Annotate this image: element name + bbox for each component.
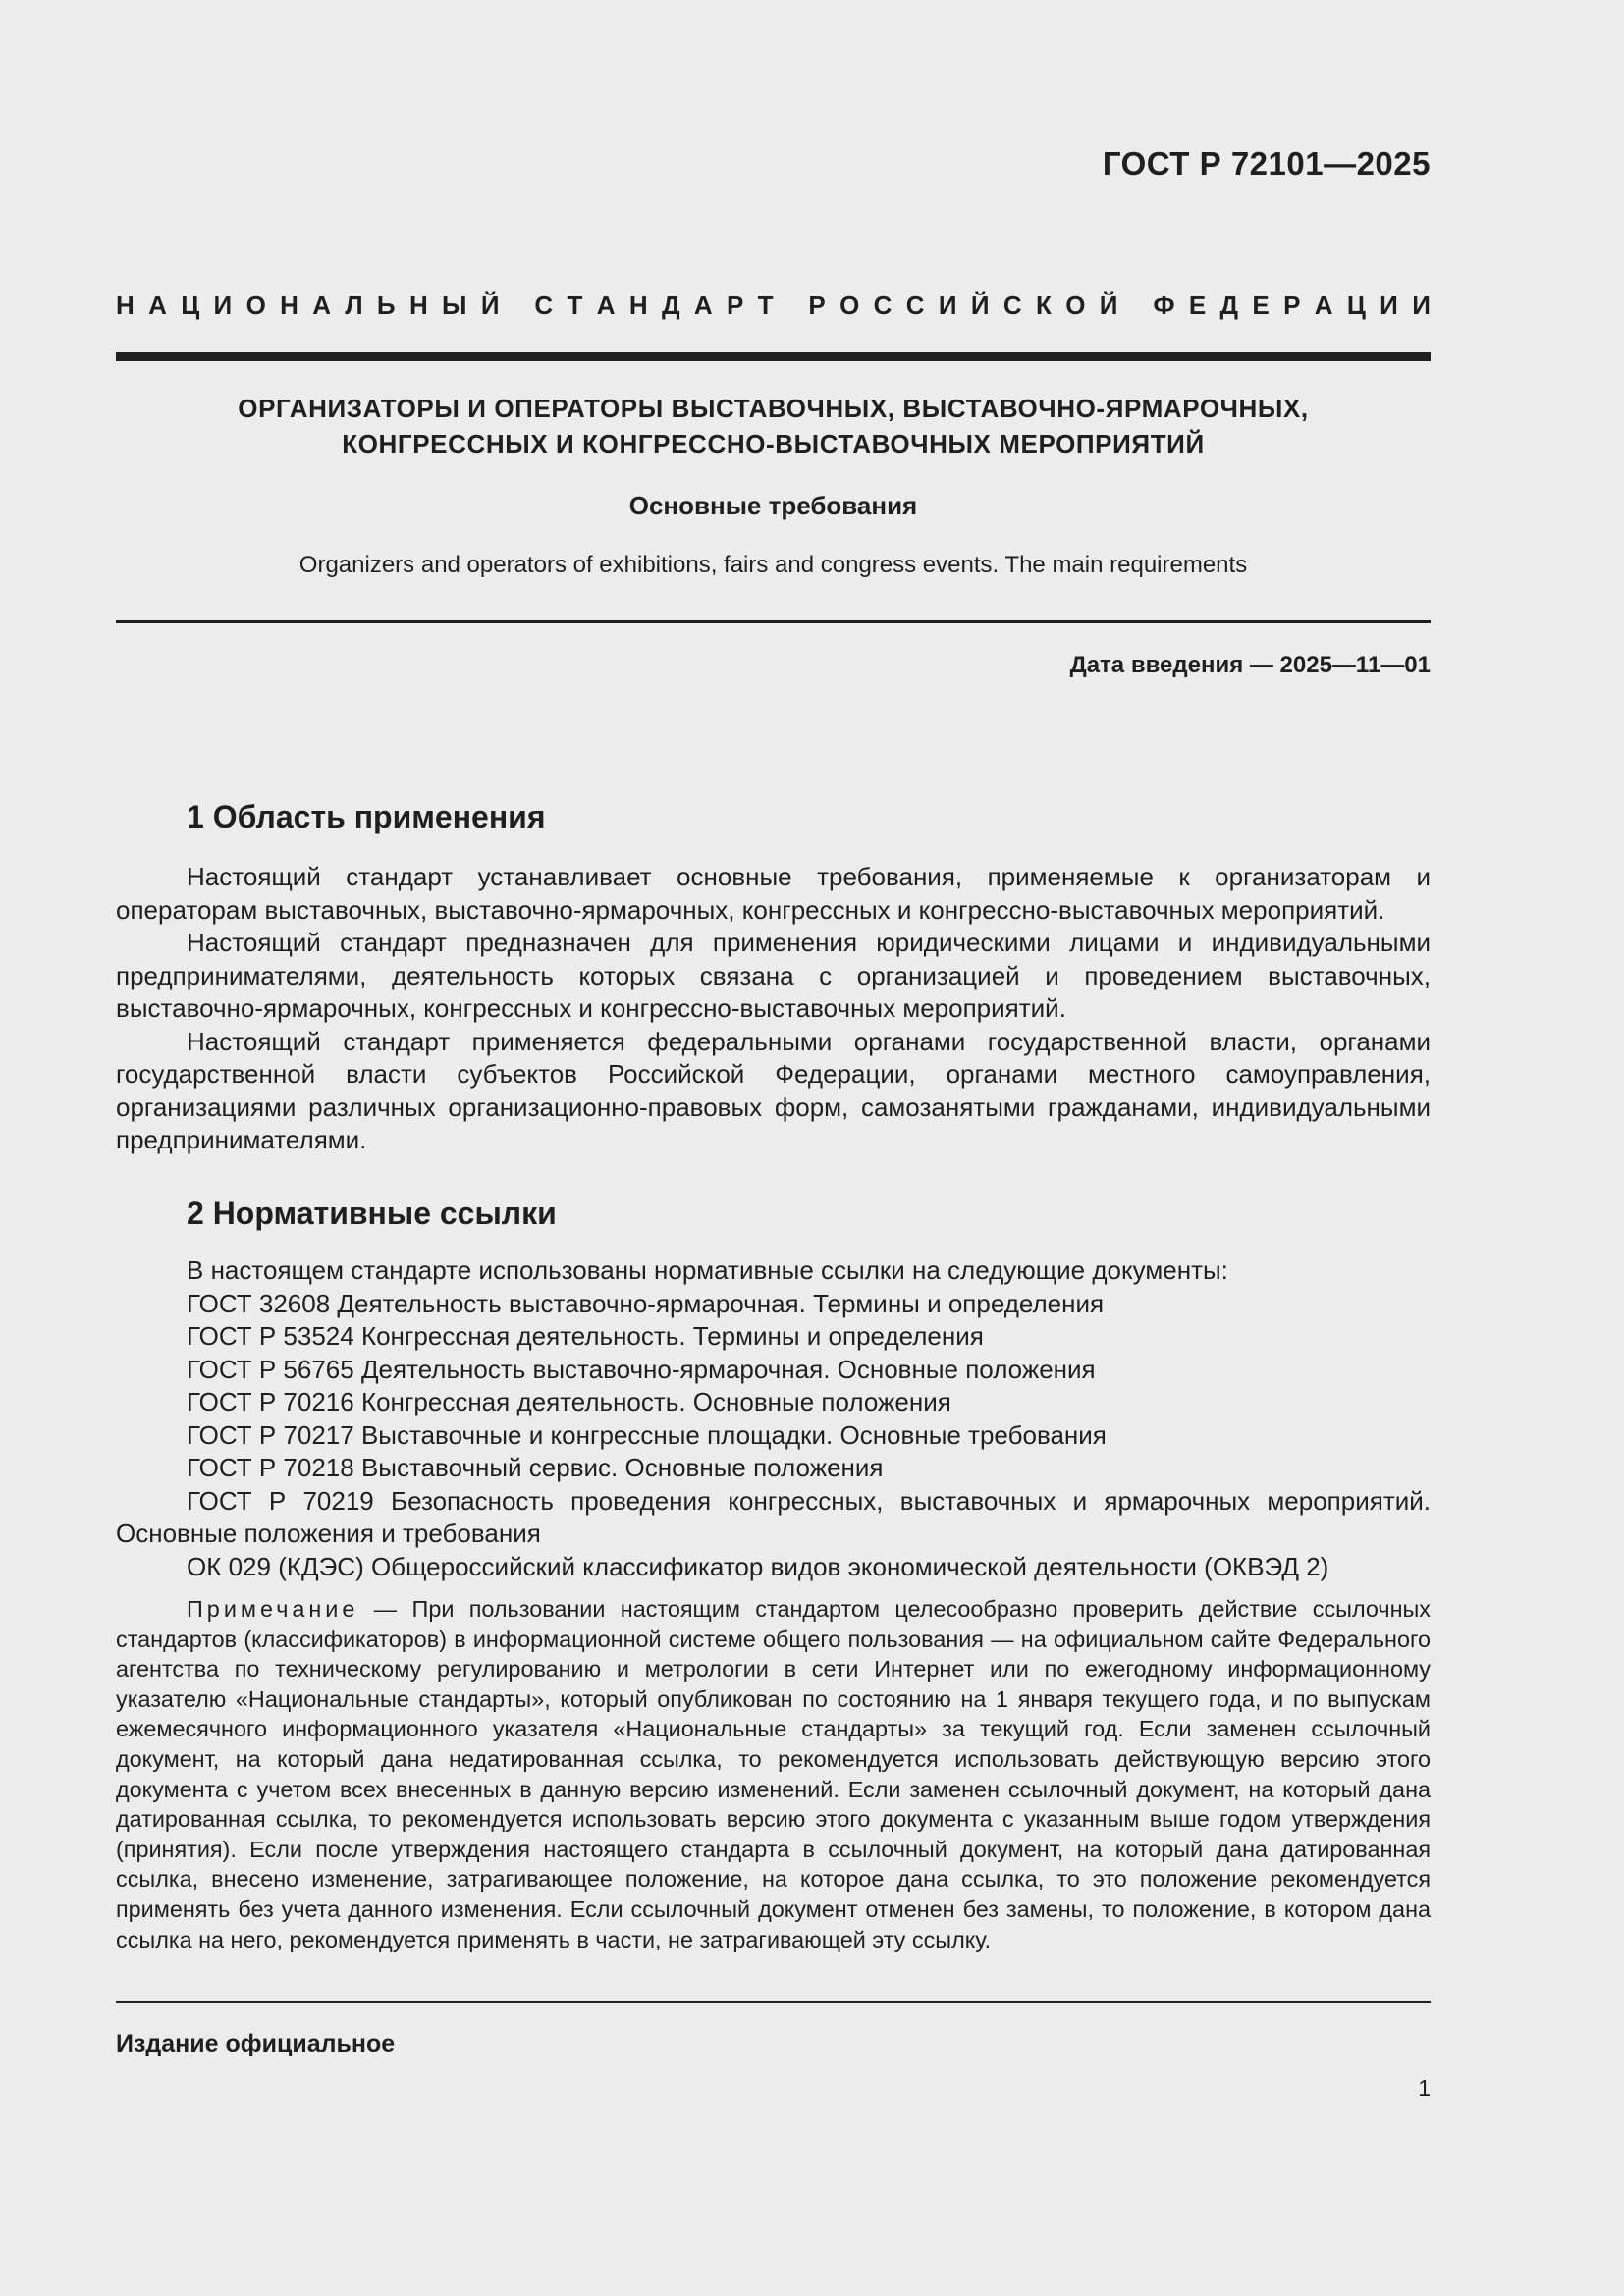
document-subtitle: Основные требования — [628, 491, 918, 520]
title-letter: Ф — [1153, 291, 1175, 320]
note — [116, 1594, 1431, 1954]
title-letter: Ц — [181, 291, 200, 320]
title-letter: Е — [1252, 291, 1270, 320]
title-letter: Т — [757, 291, 774, 320]
title-letter: А — [596, 291, 616, 320]
title-space — [787, 291, 794, 321]
title-letter: О — [1065, 291, 1086, 320]
english-title: Organizers and operators of exhibitions, fairs and congress events. The main requirements — [298, 552, 1248, 578]
reference-item: ГОСТ Р 70217 Выставочные и конгрессные площадки. Основные требования — [187, 1419, 1107, 1450]
reference-item: ГОСТ Р 53524 Конгрессная деятельность. Термины и определения — [187, 1321, 984, 1351]
paragraph: Настоящий стандарт предназначен для применения юридическими лицами и индивидуальными предпринимателями, деятельность которых связана с организацией и проведением выставочных, выставочно-ярмарочных, конгрессных и конгрессно-выставочных мероприятий. — [116, 928, 1431, 1023]
reference-item: ГОСТ Р 70219 Безопасность проведения конгрессных, выставочных и ярмарочных мероприятий. Основные положения и требования — [116, 1485, 1431, 1548]
note-text: — При пользовании настоящим стандартом целесообразно проверить действие ссылочных стандартов (классификаторов) в информационной системе общего пользования — на официальном сайте Федерального агентства по техническому регулированию и метрологии в сети Интернет или по ежегодному информационному указателю «Национальные стандарты», который опубликован по состоянию на 1 января текущего года, и по выпускам ежемесячного информационного указателя «Национальные стандарты» за текущий год. Если заменен ссылочный документ, на который дана недатированная ссылка, то рекомендуется использовать действующую версию этого документа с учетом всех внесенных в данную версию изменений. Если заменен ссылочный документ, на который дана датированная ссылка, то рекомендуется использовать версию этого документа с указанным выше годом утверждения (принятия). Если после утверждения настоящего стандарта в ссылочный документ, на который дана датированная ссылка, внесено изменение, затрагивающее положение, на которое дана ссылка, то это положение рекомендуется применять без учета данного изменения. Если ссылочный документ отменен без замены, то положение, в котором дана ссылка на него, рекомендуется применять в части, не затрагивающей эту ссылку. — [116, 1596, 1431, 1952]
section-1-body — [116, 861, 1431, 1157]
title-letter: Р — [808, 291, 826, 320]
title-letter: Н — [280, 291, 298, 320]
reference-item: ГОСТ Р 56765 Деятельность выставочно-ярмарочная. Основные положения — [187, 1354, 1096, 1384]
title-letter: Н — [408, 291, 428, 320]
title-letter: О — [839, 291, 860, 320]
title-letter: И — [1380, 291, 1398, 320]
section-2-body — [116, 1255, 1431, 1583]
title-space — [1132, 291, 1139, 321]
section-2-heading: 2 Нормативные ссылки — [187, 1196, 557, 1231]
title-letter: А — [148, 291, 167, 320]
reference-item: ГОСТ 32608 Деятельность выставочно-ярмарочная. Термины и определения — [187, 1288, 1105, 1318]
edition-label: Издание официальное — [116, 2030, 396, 2057]
title-letter: Р — [726, 291, 744, 320]
note-paragraph — [116, 1594, 1431, 1954]
national-standard-title — [116, 291, 1431, 321]
reference-item: ГОСТ Р 70216 Конгрессная деятельность. Основные положения — [187, 1387, 951, 1416]
title-space — [514, 291, 520, 321]
title-letter: И — [213, 291, 233, 320]
reference-item: ГОСТ Р 70218 Выставочный сервис. Основные положения — [187, 1453, 884, 1482]
title-letter: А — [312, 291, 332, 320]
title-letter: Н — [116, 291, 135, 320]
paragraph: Настоящий стандарт применяется федеральными органами государственной власти, органами государственной власти субъектов Российской Федерации, органами местного самоуправления, организациями различных организационно-правовых форм, самозанятыми гражданами, индивидуальными предпринимателями. — [116, 1026, 1431, 1154]
footer-divider — [116, 2001, 1431, 2003]
title-line-1: ОРГАНИЗАТОРЫ И ОПЕРАТОРЫ ВЫСТАВОЧНЫХ, ВЫСТАВОЧНО-ЯРМАРОЧНЫХ, — [238, 394, 1309, 423]
note-label: Примечание — [187, 1596, 359, 1622]
title-letter: Й — [1099, 291, 1118, 320]
title-letter: О — [245, 291, 266, 320]
paragraph: Настоящий стандарт устанавливает основные требования, применяемые к организаторам и операторам выставочных, выставочно-ярмарочных, конгрессных и конгрессно-выставочных мероприятий. — [116, 862, 1431, 925]
title-line-2: КОНГРЕССНЫХ И КОНГРЕССНО-ВЫСТАВОЧНЫХ МЕРОПРИЯТИЙ — [342, 429, 1205, 458]
title-letter: Н — [628, 291, 648, 320]
title-letter: А — [1314, 291, 1333, 320]
title-letter: Л — [345, 291, 363, 320]
document-title — [116, 391, 1431, 461]
title-letter: Й — [480, 291, 500, 320]
title-letter: Ц — [1346, 291, 1366, 320]
references-intro: В настоящем стандарте использованы нормативные ссылки на следующие документы: — [187, 1255, 1228, 1285]
thick-divider — [116, 352, 1431, 361]
title-letter: Е — [1188, 291, 1207, 320]
title-letter: Ы — [442, 291, 467, 320]
title-letter: С — [873, 291, 893, 320]
title-letter: С — [534, 291, 554, 320]
reference-item: ОК 029 (КДЭС) Общероссийский классификатор видов экономической деятельности (ОКВЭД 2) — [187, 1551, 1329, 1581]
title-letter: И — [1412, 291, 1431, 320]
title-letter: Т — [567, 291, 583, 320]
gost-number: ГОСТ Р 72101—2025 — [1102, 145, 1431, 182]
title-letter: К — [1035, 291, 1052, 320]
title-letter: И — [938, 291, 957, 320]
effective-date: Дата введения — 2025—11—01 — [1069, 652, 1431, 678]
title-letter: С — [1002, 291, 1022, 320]
title-letter: Й — [970, 291, 990, 320]
title-letter: С — [905, 291, 925, 320]
title-letter: А — [693, 291, 713, 320]
title-letter: Д — [1219, 291, 1239, 320]
title-letter: Р — [1283, 291, 1301, 320]
title-letter: Д — [661, 291, 680, 320]
title-letter: Ь — [376, 291, 396, 320]
section-1-heading: 1 Область применения — [187, 799, 546, 834]
page-number: 1 — [1418, 2075, 1431, 2101]
thin-divider — [116, 620, 1431, 623]
